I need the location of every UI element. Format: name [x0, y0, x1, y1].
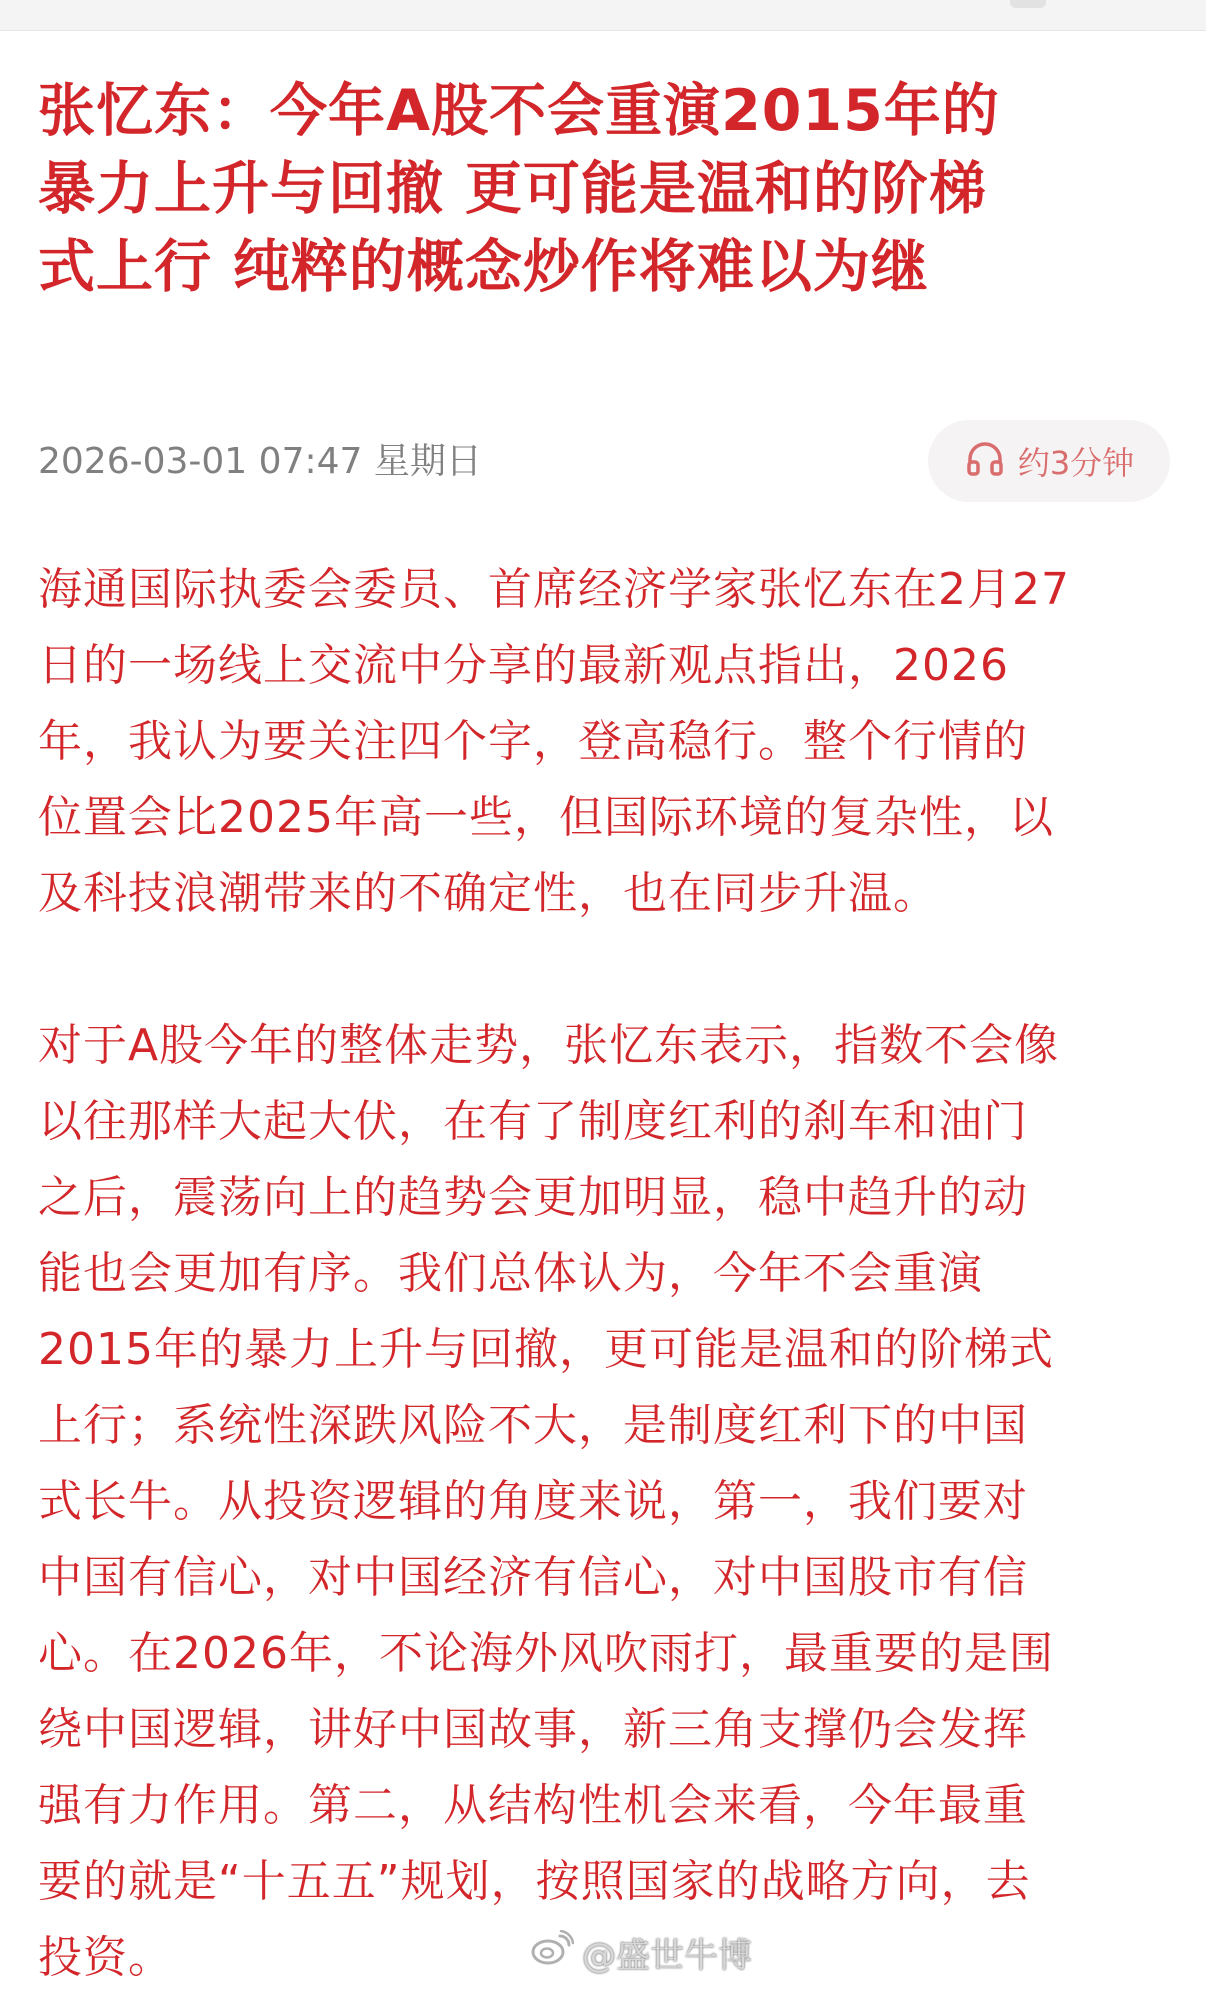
- article-paragraph-2: 对于A股今年的整体走势，张忆东表示，指数不会像 以往那样大起大伏，在有了制度红利的刹车和油门 之后，震荡向上的趋势会更加明显，稳中趋升的动 能也会更加有序。我们总体认为，今年不会重演 2015年的暴力上升与回撤，更可能是温和的阶梯式 上行；系统性深跌风险不大，是制度红利下的中国 式长牛。从投资逻辑的角度来说，第一，我们要对 中国有信心，对中国经济有信心，对中国股市有信 心。在2026年，不论海外风吹雨打，最重要的是围 绕中国逻辑，讲好中国故事，新三角支撑仍会发挥 强有力作用。第二，从结构性机会来看，今年最重 要的就是“十五五”规划，按照国家的战略方向，去 投资。: [38, 1020, 1060, 1983]
- article-datetime: 2026-03-01 07:47 星期日: [38, 441, 482, 482]
- watermark: [530, 1928, 752, 1977]
- headphones-icon: [964, 438, 1006, 484]
- top-status-strip: [0, 0, 1206, 31]
- weibo-icon: [530, 1930, 574, 1975]
- article-title: 张忆东：今年A股不会重演2015年的 暴力上升与回撤 更可能是温和的阶梯 式上行 纯粹的概念炒作将难以为继: [38, 78, 1000, 300]
- article-paragraph-1: 海通国际执委会委员、首席经济学家张忆东在2月27 日的一场线上交流中分享的最新观点指出，2026 年，我认为要关注四个字，登高稳行。整个行情的 位置会比2025年高一些，但国际环境的复杂性，以 及科技浪潮带来的不确定性，也在同步升温。: [38, 564, 1070, 919]
- watermark-text: @盛世牛博: [582, 1936, 752, 1976]
- listen-duration-label: 约3分钟: [1017, 444, 1135, 482]
- listen-button[interactable]: [928, 420, 1170, 502]
- top-strip-handle: [1010, 0, 1046, 8]
